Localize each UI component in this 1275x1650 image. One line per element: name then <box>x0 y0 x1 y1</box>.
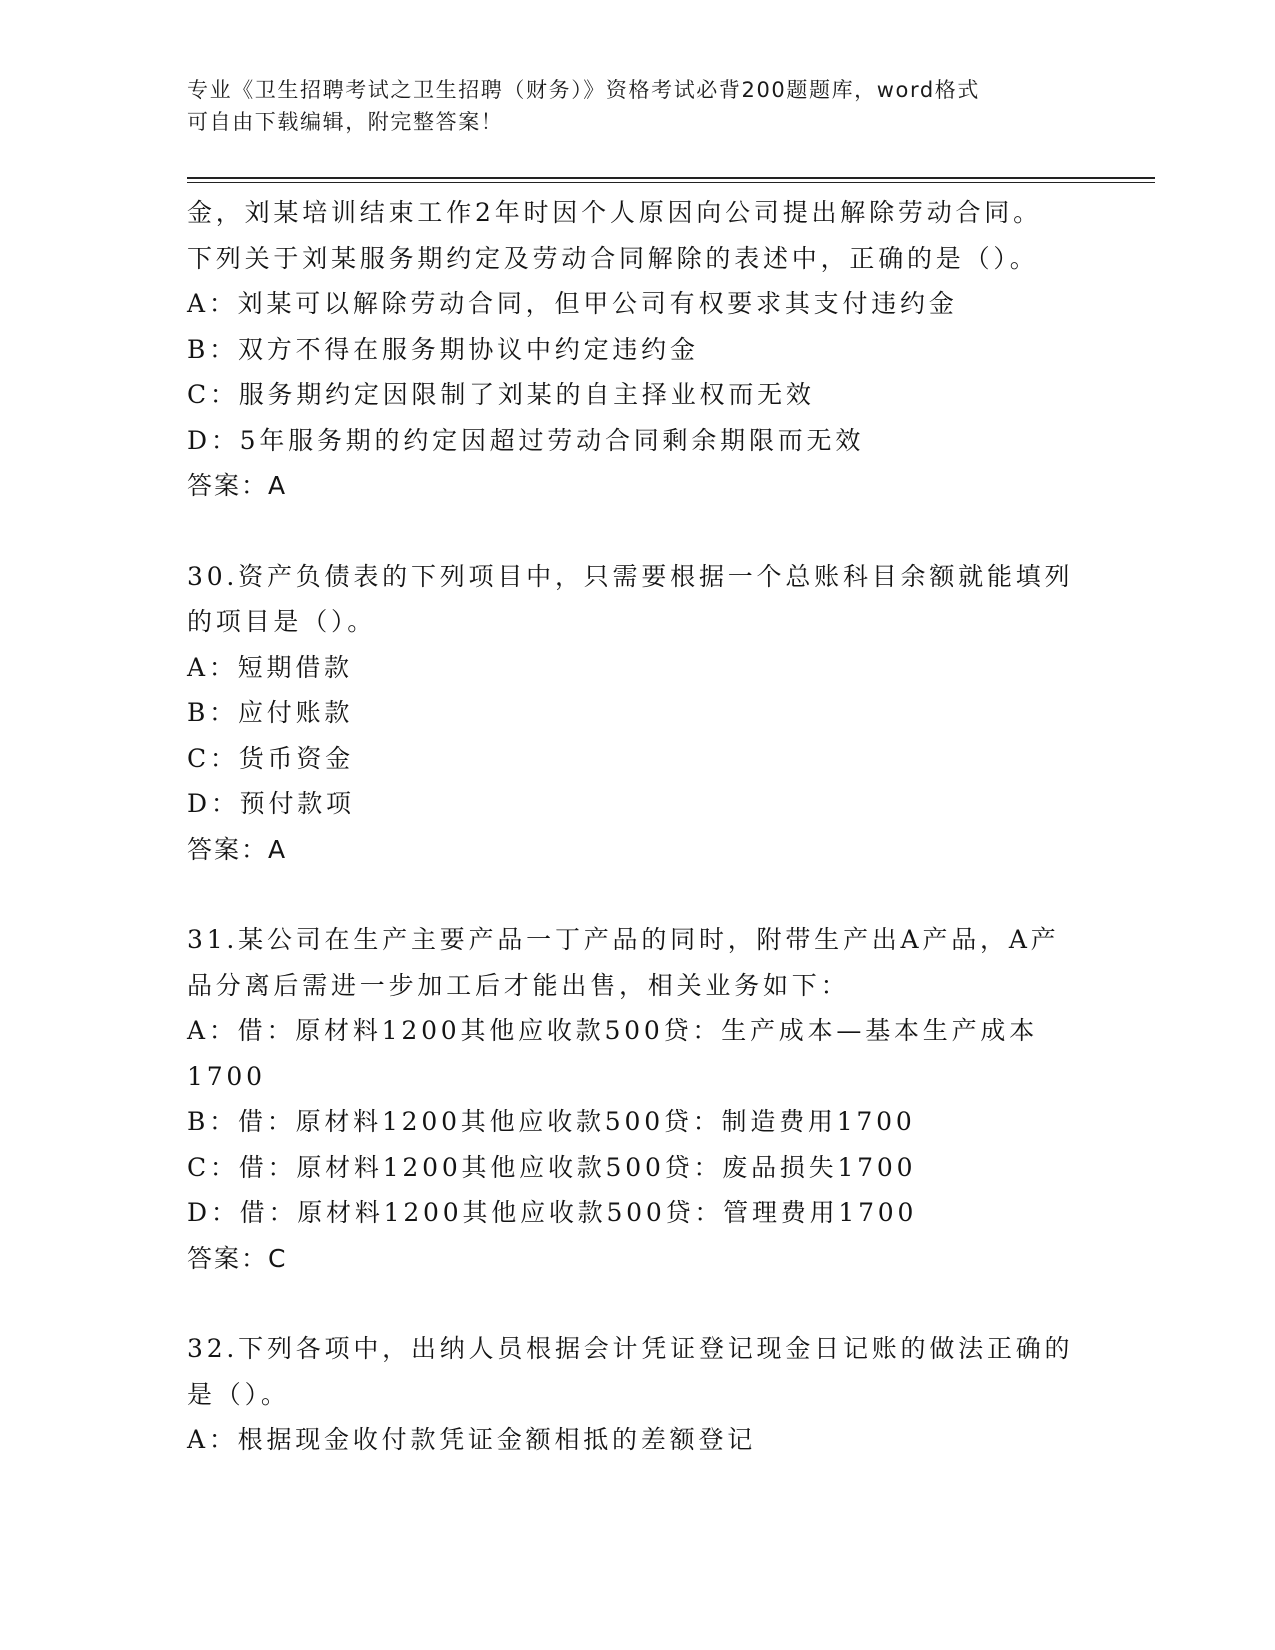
option-d: D：预付款项 <box>187 789 355 818</box>
question-stem: 品分离后需进一步加工后才能出售，相关业务如下： <box>187 970 850 1000</box>
header-line-2: 可自由下载编辑，附完整答案！ <box>187 110 504 134</box>
question-block <box>187 1326 1087 1463</box>
question-stem: 的项目是（）。 <box>187 607 377 636</box>
option-d: D：5年服务期的约定因超过劳动合同剩余期限而无效 <box>187 425 865 455</box>
option-b: B：应付账款 <box>187 698 354 727</box>
option-a: A：短期借款 <box>187 652 353 682</box>
answer-line: 答案：A <box>187 834 288 864</box>
question-list <box>187 190 1087 1463</box>
question-block <box>187 917 1087 1281</box>
header-divider <box>187 177 1155 179</box>
spacer <box>187 872 1087 917</box>
question-stem: 下列关于刘某服务期约定及劳动合同解除的表述中，正确的是（）。 <box>187 243 1039 273</box>
document-header <box>187 74 1087 138</box>
option-a: A：根据现金收付款凭证金额相抵的差额登记 <box>187 1425 757 1454</box>
option-a-continued: 1700 <box>187 1061 266 1091</box>
spacer <box>187 1281 1087 1326</box>
header-divider-thin <box>187 182 1155 183</box>
question-stem: 31.某公司在生产主要产品一丁产品的同时，附带生产出A产品，A产 <box>187 925 1060 954</box>
header-line-1: 专业《卫生招聘考试之卫生招聘（财务）》资格考试必背200题题库，word格式 <box>187 78 980 102</box>
question-block <box>187 190 1087 509</box>
question-stem: 32.下列各项中，出纳人员根据会计凭证登记现金日记账的做法正确的 <box>187 1334 1074 1363</box>
option-a: A：借：原材料1200其他应收款500贷：生产成本—基本生产成本 <box>187 1016 1038 1045</box>
question-stem: 是（）。 <box>187 1379 290 1409</box>
answer-line: 答案：A <box>187 471 288 500</box>
spacer <box>187 509 1087 554</box>
question-stem: 金，刘某培训结束工作2年时因个人原因向公司提出解除劳动合同。 <box>187 198 1042 227</box>
option-c: C：借：原材料1200其他应收款500贷：废品损失1700 <box>187 1152 917 1182</box>
option-c: C：货币资金 <box>187 743 354 773</box>
question-block <box>187 554 1087 873</box>
question-stem: 30.资产负债表的下列项目中，只需要根据一个总账科目余额就能填列 <box>187 561 1074 591</box>
option-b: B：双方不得在服务期协议中约定违约金 <box>187 334 699 364</box>
option-d: D：借：原材料1200其他应收款500贷：管理费用1700 <box>187 1198 918 1227</box>
option-b: B：借：原材料1200其他应收款500贷：制造费用1700 <box>187 1107 916 1136</box>
option-c: C：服务期约定因限制了刘某的自主择业权而无效 <box>187 380 815 409</box>
answer-line: 答案：C <box>187 1243 288 1273</box>
option-a: A：刘某可以解除劳动合同，但甲公司有权要求其支付违约金 <box>187 289 958 318</box>
